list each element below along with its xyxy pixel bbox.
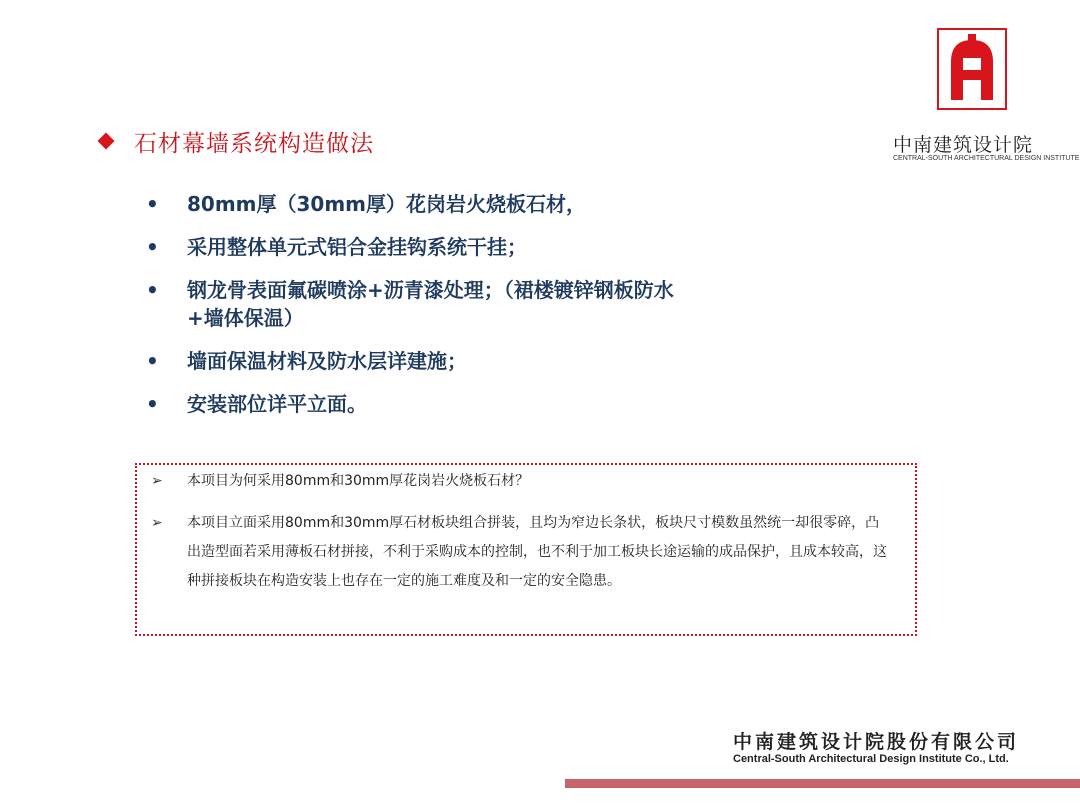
bullet-dot-icon: • xyxy=(146,349,159,373)
footer-company-english: Central-South Architectural Design Institute Co., Ltd. xyxy=(733,753,1009,765)
arrow-bullet-icon: ➢ xyxy=(151,515,163,531)
footer-company-name: 中南建筑设计院股份有限公司 xyxy=(733,731,1020,753)
bullet-dot-icon: • xyxy=(146,392,159,416)
list-item xyxy=(140,233,740,261)
note-item xyxy=(151,467,891,496)
logo-english-name: CENTRAL-SOUTH ARCHITECTURAL DESIGN INSTITUTE xyxy=(893,155,1080,162)
slide-title xyxy=(96,124,374,158)
logo-chinese-name: 中南建筑设计院 xyxy=(893,134,1034,156)
company-logo-icon xyxy=(937,28,1007,110)
bullet-dot-icon: • xyxy=(146,235,159,259)
bullet-text: 80mm厚（30mm厚）花岗岩火烧板石材， xyxy=(187,192,587,216)
note-text: 本项目立面采用80mm和30mm厚石材板块组合拼装，且均为窄边长条状，板块尺寸模数虽然统一却很零碎，凸出造型面若采用薄板石材拼接，不利于采购成本的控制，也不利于加工板块长途运输的成品保护，且成本较高，这种拼接板块在构造安装上也存在一定的施工难度及和一定的安全隐患。 xyxy=(187,515,887,589)
slide-title-text: 石材幕墙系统构造做法 xyxy=(134,130,374,157)
bullet-dot-icon: • xyxy=(146,278,159,302)
arrow-bullet-icon: ➢ xyxy=(151,473,163,489)
bullet-text: 钢龙骨表面氟碳喷涂+沥青漆处理；（裙楼镀锌钢板防水+墙体保温） xyxy=(187,278,674,330)
bullet-text: 墙面保温材料及防水层详建施； xyxy=(187,349,467,373)
note-box xyxy=(135,463,917,636)
diamond-bullet-icon xyxy=(98,133,115,150)
bullet-text: 采用整体单元式铝合金挂钩系统干挂； xyxy=(187,235,527,259)
list-item xyxy=(140,190,740,218)
bullet-text: 安装部位详平立面。 xyxy=(187,392,367,416)
bullet-list xyxy=(140,190,740,433)
list-item xyxy=(140,276,707,332)
note-text: 本项目为何采用80mm和30mm厚花岗岩火烧板石材？ xyxy=(187,473,530,489)
list-item xyxy=(140,347,740,375)
footer-bar xyxy=(565,779,1080,788)
note-item xyxy=(151,509,891,596)
bullet-dot-icon: • xyxy=(146,192,159,216)
list-item xyxy=(140,390,740,418)
